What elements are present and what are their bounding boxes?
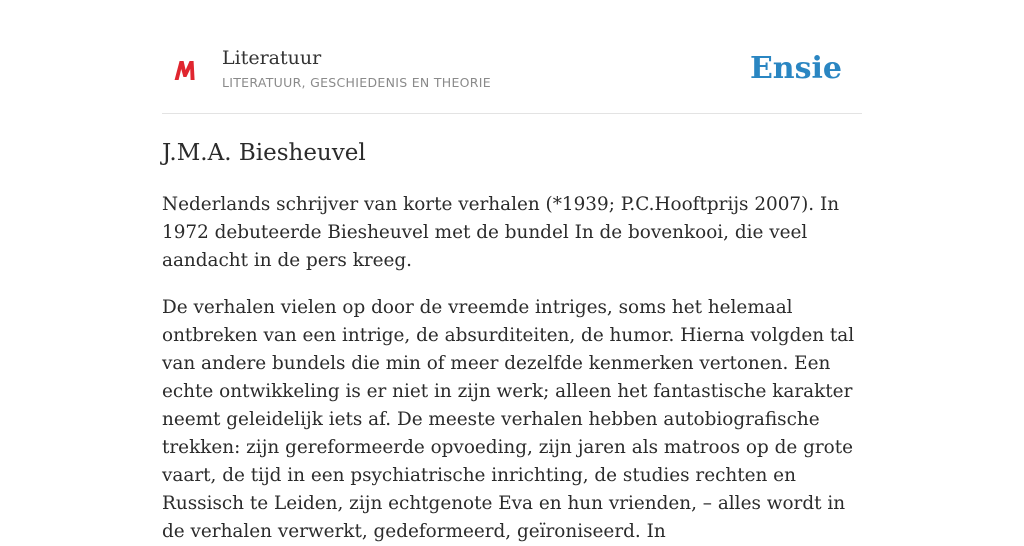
article-title: J.M.A. Biesheuvel [162,140,366,166]
site-header [162,0,862,114]
site-subtitle: LITERATUUR, GESCHIEDENIS EN THEORIE [222,75,491,90]
article-paragraph: Nederlands schrijver van korte verhalen (*1939; P.C.Hooftprijs 2007). In 1972 debuteerde Biesheuvel met de bundel In de bovenkooi, die veel aandacht in de pers kreeg. [162,194,840,271]
magazine-m-logo-icon[interactable] [172,57,198,83]
site-name[interactable]: Literatuur [222,47,322,69]
ensie-brand-logo[interactable]: Ensie [749,51,842,86]
article-paragraph: De verhalen vielen op door de vreemde intriges, soms het helemaal ontbreken van een intrige, de absurditeiten, de humor. Hierna volgden tal van andere bundels die min of meer dezelfde kenmerken vertonen. Een echte ontwikkeling is er niet in zijn werk; alleen het fantastische karakter neemt geleidelijk iets af. De meeste verhalen hebben autobiografische trekken: zijn gereformeerde opvoeding, zijn jaren als matroos op de grote vaart, de tijd in een psychiatrische inrichting, de studies rechten en Russisch te Leiden, zijn echtgenote Eva en hun vrienden, – alles wordt in de verhalen verwerkt, gedeformeerd, geïroniseerd. In [162,297,855,542]
article [162,137,864,546]
